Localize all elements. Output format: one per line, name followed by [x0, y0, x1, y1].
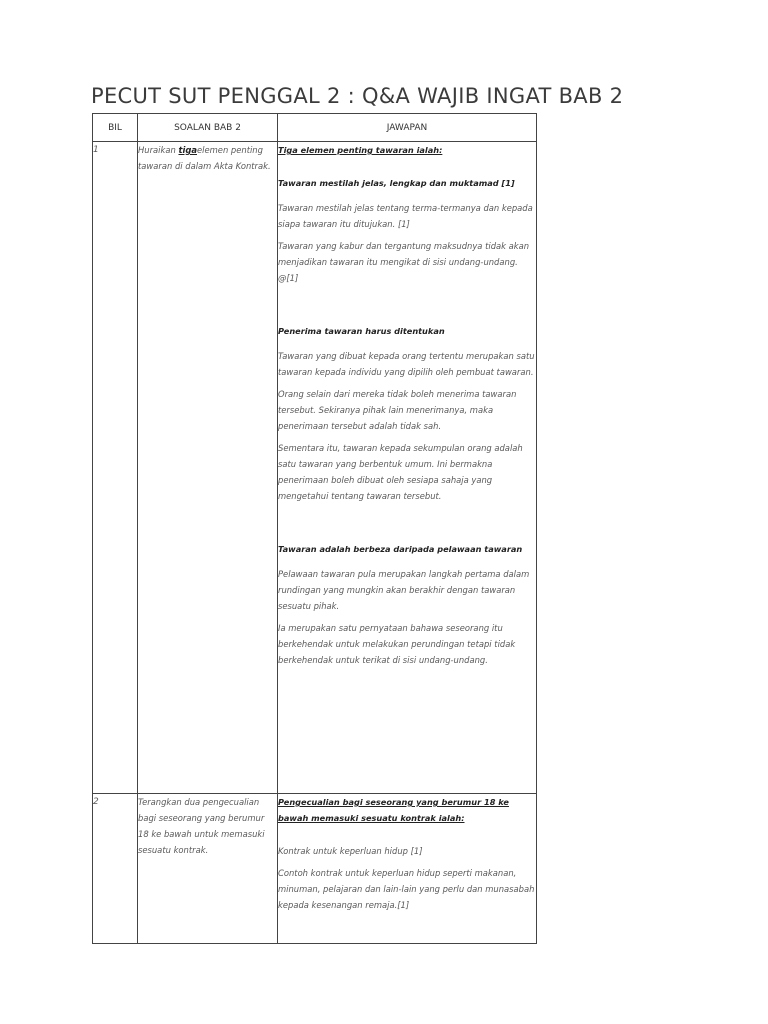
- answer-intro: Tiga elemen penting tawaran ialah:: [278, 145, 443, 155]
- answer-paragraph: Tawaran mestilah jelas tentang terma-termanya dan kepada siapa tawaran itu ditujukan. [1]: [278, 203, 533, 229]
- header-jawapan: JAWAPAN: [278, 114, 537, 142]
- answer-point: Kontrak untuk keperluan hidup [1]: [278, 846, 423, 856]
- question-text-pre: Huraikan: [138, 145, 179, 155]
- qa-table: [92, 113, 537, 944]
- answer-cell: [278, 142, 537, 794]
- answer-paragraph: Tawaran yang kabur dan tergantung maksudnya tidak akan menjadikan tawaran itu mengikat di sisi undang-undang. @[1]: [278, 241, 530, 283]
- section-heading: Tawaran adalah berbeza daripada pelawaan tawaran: [278, 544, 523, 554]
- section-heading: Tawaran mestilah jelas, lengkap dan muktamad [1]: [278, 178, 515, 188]
- question-emphasis: tiga: [178, 145, 197, 155]
- answer-paragraph: Orang selain dari mereka tidak boleh menerima tawaran tersebut. Sekiranya pihak lain menerimanya, maka penerimaan tersebut adalah tidak sah.: [278, 389, 517, 431]
- question-text-post: elemen penting tawaran di dalam Akta Kontrak.: [138, 145, 271, 171]
- answer-paragraph: Tawaran yang dibuat kepada orang tertentu merupakan satu tawaran kepada individu yang dipilih oleh pembuat tawaran.: [278, 351, 535, 377]
- section-heading: Penerima tawaran harus ditentukan: [278, 326, 445, 336]
- header-bil: BIL: [93, 114, 138, 142]
- table-header-row: [93, 114, 537, 142]
- page-title: PECUT SUT PENGGAL 2 : Q&A WAJIB INGAT BAB 2: [91, 84, 624, 108]
- answer-paragraph: Contoh kontrak untuk keperluan hidup seperti makanan, minuman, pelajaran dan lain-lain yang perlu dan munasabah kepada kesenangan remaja.[1]: [278, 868, 535, 910]
- question-cell: Terangkan dua pengecualian bagi seseorang yang berumur 18 ke bawah untuk memasuki sesuatu kontrak.: [138, 794, 278, 944]
- answer-cell: [278, 794, 537, 944]
- row-number: 2: [93, 794, 138, 944]
- header-soalan: SOALAN BAB 2: [138, 114, 278, 142]
- answer-paragraph: Pelawaan tawaran pula merupakan langkah pertama dalam rundingan yang mungkin akan berakhir dengan tawaran sesuatu pihak.: [278, 569, 530, 611]
- question-cell: [138, 142, 278, 794]
- row-number: 1: [93, 142, 138, 794]
- answer-intro: Pengecualian bagi seseorang yang berumur 18 ke bawah memasuki sesuatu kontrak ialah:: [278, 797, 509, 823]
- table-row: [93, 142, 537, 794]
- answer-paragraph: Ia merupakan satu pernyataan bahawa seseorang itu berkehendak untuk melakukan perundingan tetapi tidak berkehendak untuk terikat di sisi undang-undang.: [278, 623, 516, 665]
- answer-paragraph: Sementara itu, tawaran kepada sekumpulan orang adalah satu tawaran yang berbentuk umum. Ini bermakna penerimaan boleh dibuat oleh sesiapa sahaja yang mengetahui tentang tawaran tersebut.: [278, 443, 523, 501]
- table-row: [93, 794, 537, 944]
